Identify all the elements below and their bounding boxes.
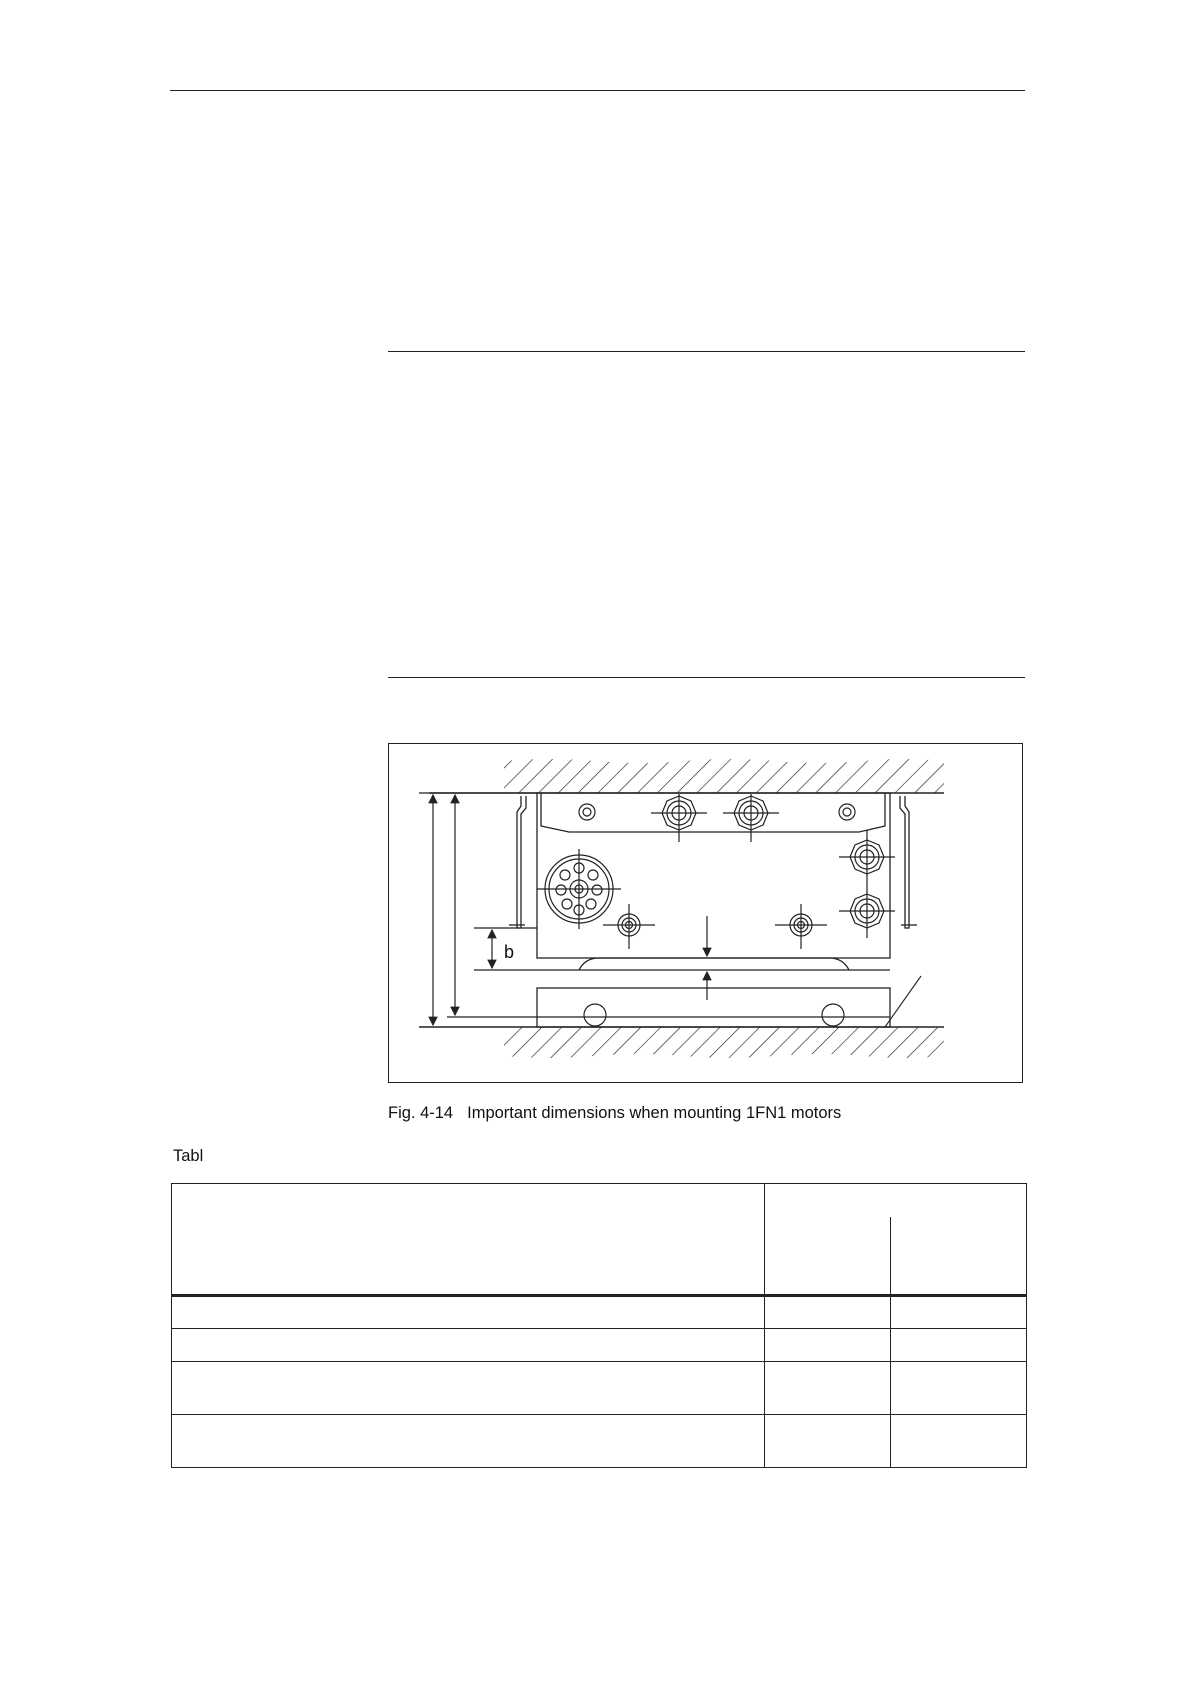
figure-number: Fig. 4-14 — [388, 1104, 454, 1122]
bottom-machine-base — [419, 1027, 944, 1058]
dimensions-table — [171, 1183, 1027, 1468]
note-bottom-rule — [388, 677, 1025, 678]
header-rule — [170, 90, 1025, 91]
mounting-screw — [775, 904, 827, 949]
cooling-connector — [651, 794, 707, 842]
table-column-divider — [764, 1184, 765, 1467]
cooling-tube — [584, 1004, 844, 1026]
mounting-screw — [579, 804, 595, 820]
cooling-connector — [839, 884, 895, 938]
table-row-rule — [172, 1361, 1026, 1362]
table-row-rule — [172, 1328, 1026, 1329]
power-connector — [537, 849, 621, 929]
table-column-divider — [890, 1217, 891, 1467]
motor-drawing — [389, 744, 1024, 1084]
mounting-screw — [603, 904, 655, 949]
table-row-rule — [172, 1414, 1026, 1415]
mounting-dimensions-figure — [388, 743, 1023, 1083]
secondary-section — [537, 958, 890, 1027]
note-top-rule — [388, 351, 1025, 352]
left-bracket — [509, 796, 526, 928]
primary-section — [537, 793, 890, 958]
dimension-b-label: b — [504, 942, 515, 962]
cooling-connector — [723, 794, 779, 842]
table-caption: Tabl — [173, 1147, 204, 1165]
figure-caption — [388, 1104, 841, 1123]
overall-height-dimension — [419, 793, 537, 1025]
right-bracket — [900, 796, 917, 928]
mounting-screw — [839, 804, 855, 820]
cooling-connector — [839, 830, 895, 884]
figure-title: Important dimensions when mounting 1FN1 motors — [467, 1104, 842, 1122]
table-header-rule — [172, 1294, 1026, 1297]
top-machine-base — [429, 759, 944, 793]
